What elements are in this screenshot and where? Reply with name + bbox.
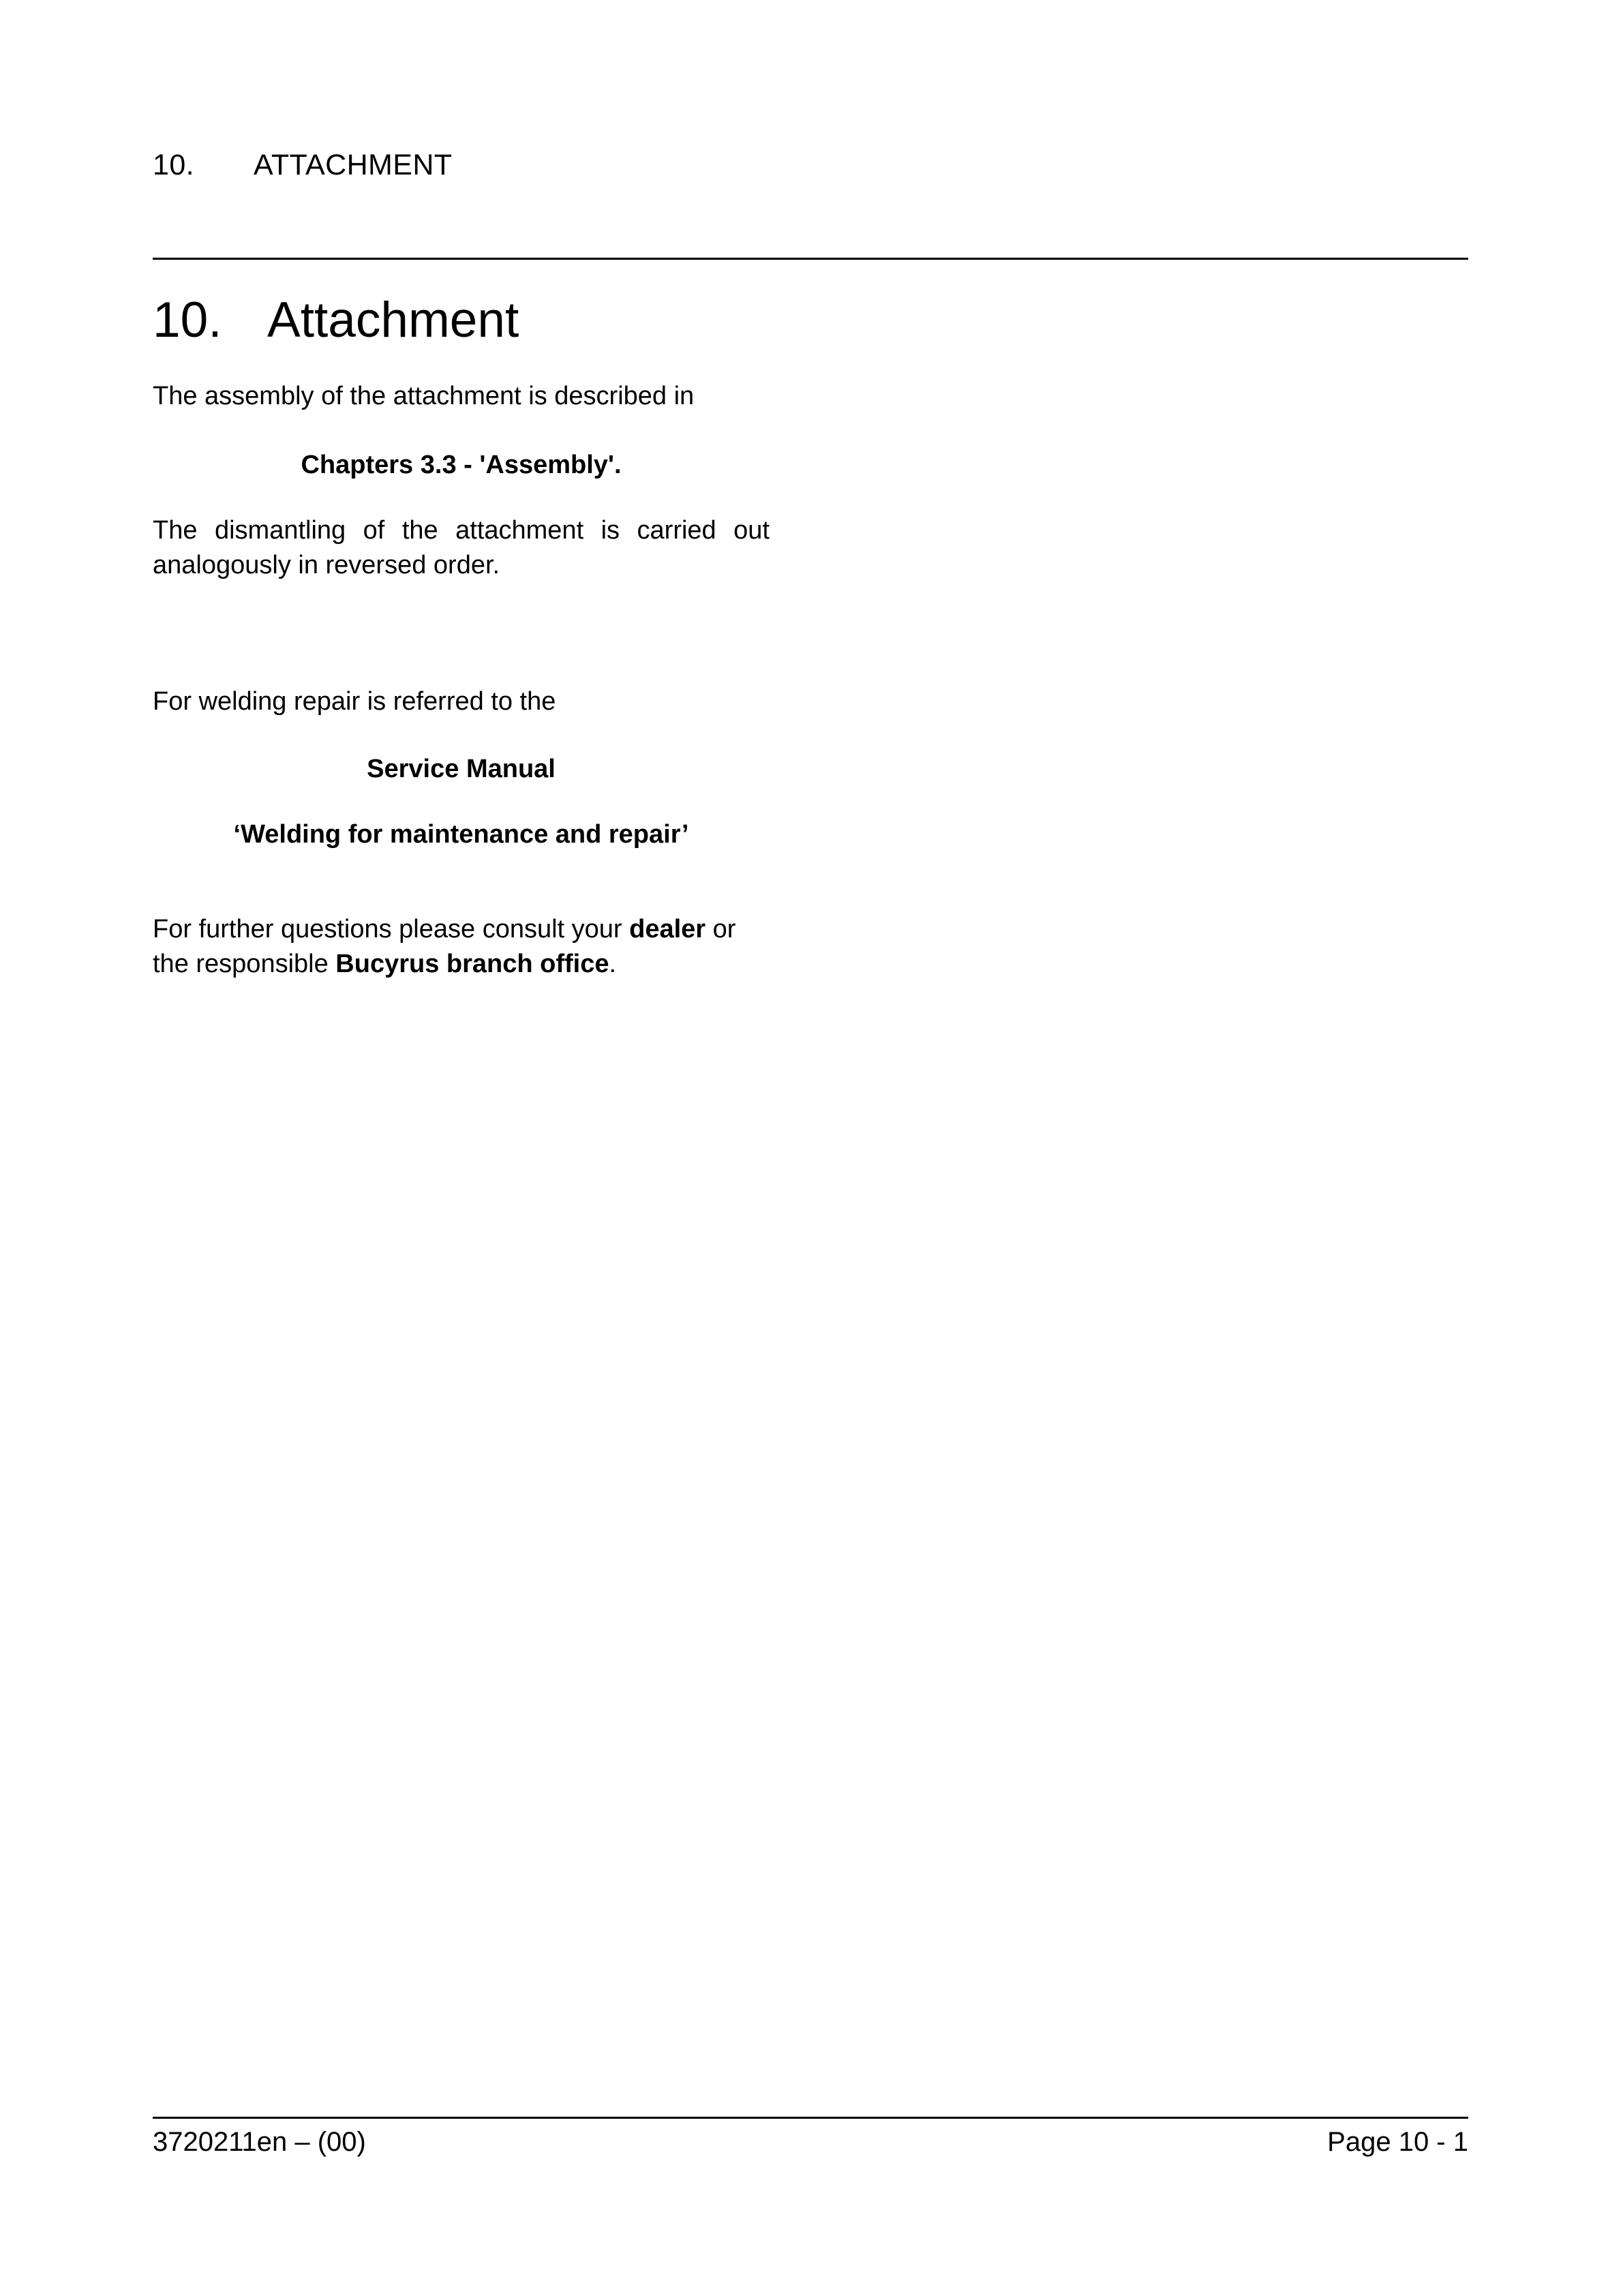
- spacer: [153, 786, 1468, 817]
- running-header: [153, 149, 1468, 182]
- page-footer: [153, 2127, 1468, 2158]
- running-header-number: 10.: [153, 149, 194, 181]
- welding-paragraph: For welding repair is referred to the: [153, 687, 556, 716]
- intro-paragraph: The assembly of the attachment is described in: [153, 382, 695, 411]
- page-title-text: Attachment: [267, 292, 519, 348]
- spacer: [153, 482, 1468, 513]
- footer-page-number: Page 10 - 1: [1327, 2127, 1468, 2157]
- page-title-number: 10.: [153, 292, 222, 348]
- closing-prefix: For further questions please consult your: [153, 915, 630, 944]
- closing-bold-dealer: dealer: [629, 915, 706, 944]
- spacer: [153, 582, 1468, 684]
- document-content: [153, 293, 1468, 981]
- running-header-title: ATTACHMENT: [254, 149, 453, 181]
- service-manual-title: Service Manual: [367, 754, 556, 783]
- closing-bold-branch-office: Bucyrus branch office: [335, 949, 609, 978]
- page-title: [153, 293, 1468, 348]
- reference-chapters: Chapters 3.3 - 'Assembly'.: [301, 450, 622, 479]
- header-divider: [153, 258, 1468, 260]
- footer-document-id: 3720211en – (00): [153, 2127, 366, 2157]
- closing-middle: or the responsible: [153, 915, 736, 978]
- spacer: [153, 852, 1468, 912]
- spacer: [153, 719, 1468, 752]
- footer-divider: [153, 2117, 1468, 2119]
- spacer: [153, 348, 1468, 379]
- service-manual-subtitle: ‘Welding for maintenance and repair’: [233, 820, 689, 849]
- closing-paragraph: [153, 912, 770, 981]
- dismantling-paragraph: The dismantling of the attachment is carried out analogously in reversed order.: [153, 516, 770, 579]
- spacer: [153, 414, 1468, 448]
- closing-suffix: .: [609, 949, 617, 978]
